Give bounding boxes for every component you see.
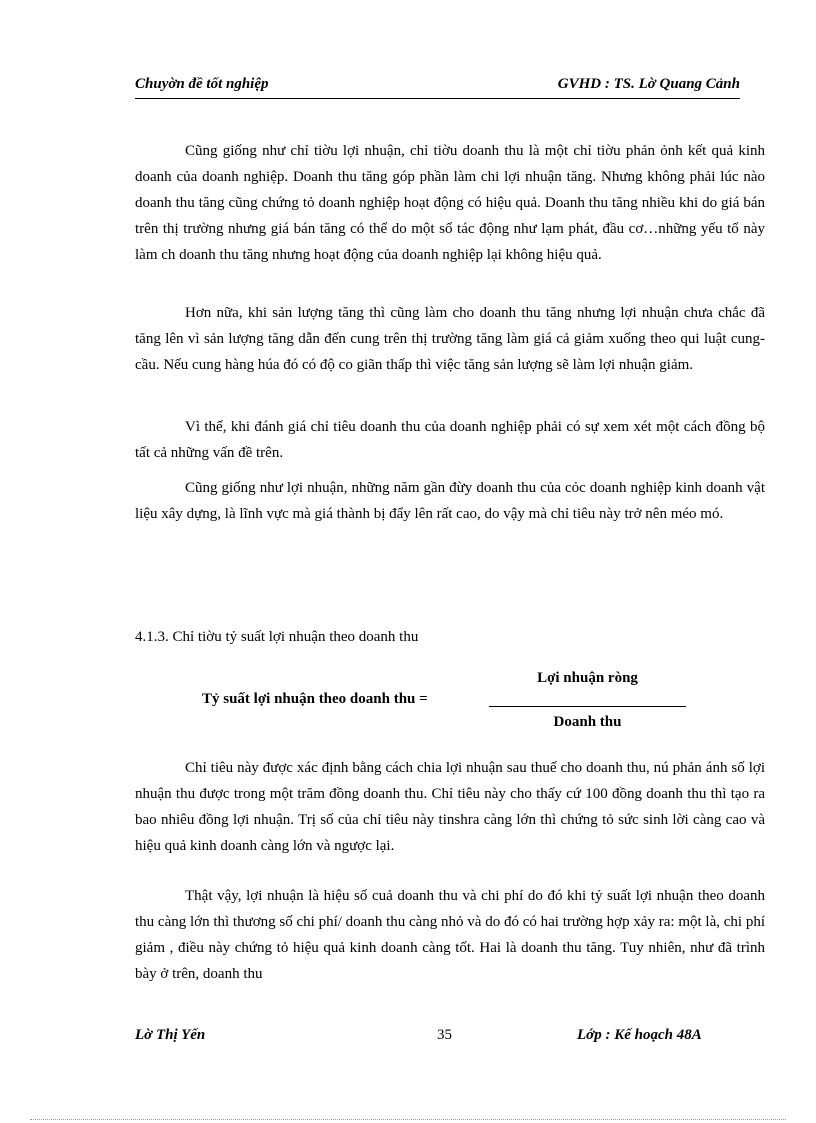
page-bottom-edge [30,1119,786,1120]
section-heading: 4.1.3. Chỉ tiờu tỷ suất lợi nhuận theo doanh thu [135,629,419,645]
paragraph-5: Chỉ tiêu này được xác định bằng cách chia lợi nhuận sau thuế cho doanh thu, nú phản ánh số lợi nhuận thu được trong một trăm đồng doanh thu. Chỉ tiêu này cho thấy cứ 100 đồng doanh thu thì tạo ra bao nhiêu đồng lợi nhuận. Trị số của chỉ tiêu này tinshra càng lớn thì chứng tỏ sức sinh lời càng cao và hiệu quả kinh doanh càng lớn và ngược lại. [135,760,765,854]
paragraph-2: Hơn nữa, khi sản lượng tăng thì cũng làm cho doanh thu tăng nhưng lợi nhuận chưa chắc đã tăng lên vì sản lượng tăng dẫn đến cung trên thị trường tăng làm giá cả giảm xuống theo qui luật cung- cầu. Nếu cung hàng húa đó có độ co giãn thấp thì việc tăng sản lượng sẽ làm lợi nhuận giảm. [135,305,765,373]
paragraph-1: Cũng giống như chỉ tiờu lợi nhuận, chỉ tiờu doanh thu là một chỉ tiờu phản ỏnh kết quả kinh doanh của doanh nghiệp. Doanh thu tăng góp phần làm chi lợi nhuận tăng. Nhưng không phải lúc nào doanh thu tăng cũng chứng tỏ doanh nghiệp hoạt động có hiệu quả. Doanh thu tăng nhiều khi do giá bán trên thị trường nhưng giá bán tăng có thể do một số tác động như lạm phát, đầu cơ…những yếu tố này làm ch doanh thu tăng nhưng hoạt động của doanh nghiệp lại không hiệu quả. [135,143,765,263]
formula-denominator: Doanh thu [553,714,622,730]
formula-numerator: Lợi nhuận ròng [537,670,638,686]
paragraph-4: Cũng giống như lợi nhuận, những năm gần đừy doanh thu của cỏc doanh nghiệp kinh doanh vật liệu xây dựng, là lĩnh vực mà giá thành bị đẩy lên rất cao, do vậy mà chỉ tiêu này trở nên méo mó. [135,480,765,522]
header-right-supervisor: GVHD : TS. Lờ Quang Cảnh [557,76,740,92]
formula-label: Tỷ suất lợi nhuận theo doanh thu = [202,691,428,707]
page-number: 35 [437,1027,452,1043]
paragraph-3: Vì thế, khi đánh giá chỉ tiêu doanh thu của doanh nghiệp phải có sự xem xét một cách đồng bộ tất cả những vấn đề trên. [135,419,765,461]
footer-class: Lớp : Kế hoạch 48A [577,1027,702,1043]
header-left-title: Chuyờn đề tốt nghiệp [135,76,269,92]
page-header [135,74,740,99]
paragraph-6: Thật vậy, lợi nhuận là hiệu số cuả doanh thu và chi phí do đó khi tỷ suất lợi nhuận theo doanh thu càng lớn thì thương số chi phí/ doanh thu càng nhỏ và do đó có hai trường hợp xảy ra: một là, chi phí giảm , điều này chứng tỏ hiệu quả kinh doanh càng tốt. Hai là doanh thu tăng. Tuy nhiên, như đã trình bày ở trên, doanh thu [135,888,765,982]
footer-author: Lờ Thị Yến [135,1027,206,1043]
fraction-bar [489,706,686,707]
